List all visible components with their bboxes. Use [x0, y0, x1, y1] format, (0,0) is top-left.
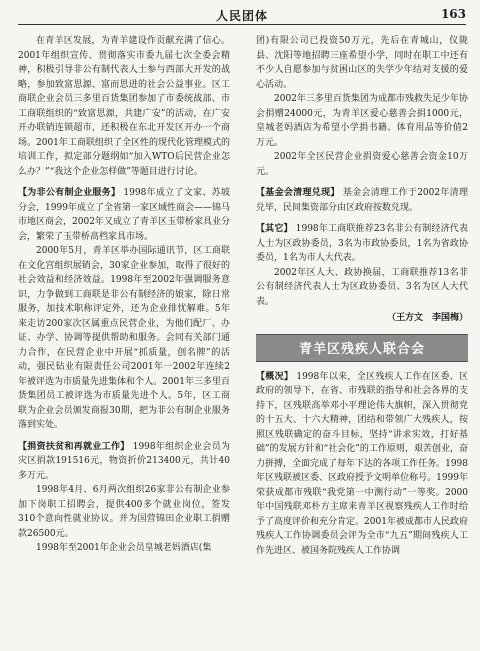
section-heading: 【为非公有制企业服务】 [18, 188, 121, 198]
section-heading: 【概况】 [256, 371, 294, 382]
paragraph-gap [256, 179, 468, 186]
paragraph: 1998年至2001年企业会员皇城老妈酒店(集 [36, 543, 212, 553]
section-title-banner [256, 334, 468, 362]
paragraph [256, 222, 468, 266]
paragraph: 在青羊区发展，为青羊建设作贡献充满了信心。2001年组织宣传、贯彻落实市委九届七次全委会精神，积极引导非公有制代表人士参与西部大开发的战略，参加致富思源、富而思进的社会公益事业。区工商联企业会员三多里百货集团参加了市委统战部、市工商联组织的“致富思源，共建广安”的活动，在广安开办联销连锁超市，还积极在东北开发区开办一个商场。2001年工商联组织了全区性的现代化管理模式的培训工作，拟定部分题纲如“加入WTO后民营企业怎么办？”“我这个企业怎样做”等题目进行讨论。 [18, 36, 230, 177]
section-heading: 【捐资扶贫和再就业工作】 [18, 441, 130, 452]
paragraph-gap [256, 215, 468, 222]
paragraph: 2002年全区民营企业捐资爱心慈善会资金10万元。 [256, 152, 468, 177]
paragraph-gap [18, 433, 230, 440]
section-heading: 【基金会清理兑现】 [256, 188, 340, 198]
header-rule [18, 24, 466, 25]
paragraph [256, 186, 468, 215]
paragraph: 2002年区人大、政协换届，工商联推荐13名非公有制经济代表人士为区政协委员、3名为区人大代表。 [256, 267, 468, 307]
paragraph [256, 370, 468, 559]
author-signature: （王方文 李国梅） [386, 313, 468, 323]
paragraph-gap [18, 179, 230, 186]
section-heading: 【其它】 [256, 224, 293, 234]
paragraph-text: 1998年成立了文家、苏坡分会，1999年成立了全省第一家区域性商会——锦马市地区商会，2002年又成立了青羊区玉带桥家具业分会，繁荣了玉带桥高档家具市场。 [18, 188, 230, 242]
right-column [256, 34, 468, 558]
paragraph: 2000年5月，青羊区举办国际通讯节，区工商联在文化宫组织展销会，30家企业参加，取得了很好的社会效益和经济效益。1998年至2002年强调服务意识，力争做到工商联是非公有制经济的娘家，除日常服务，加技术职称评定外，还为企业排忧解难。5年来走访200家次区属重点民营企业，为他们配厂、办证、办学、协调等提供帮助和服务。会同有关部门通力合作，在民营企业中开展“抓质量，创名牌”的活动，强民钻业有限责任公司2001年一2002年连续2年被评选为市质量先进集体和个人。2001年三多里百货集团员工被评选为市质量先进个人。5年，区工商联为企业会员颁发商报30期，把为非公有制企业服务落到实处。 [18, 246, 230, 430]
page-number: 163 [440, 7, 466, 21]
paragraph: 团)有限公司已投资50万元，先后在青城山，仪陇县、沈阳等地招聘三座希望小学，同时在职工中还有不少人自愿参加与贫困山区的失学少年结对支援的爱心活动。 [256, 36, 468, 90]
paragraph-text: 1998年组织企业会员为灾区捐款191516元，物资折价213400元，共计40多万元。 [18, 441, 230, 481]
page-header [18, 6, 466, 26]
section-title: 青羊区残疾人联合会 [298, 342, 425, 357]
paragraph: 1998年4月、6月两次组织26家非公有制企业参加下岗职工招聘会，提供400多个就业岗位，签发310个意向性就业协议。并为国营锦田企业职工捐赠款26500元。 [18, 485, 230, 539]
running-title: 人民团体 [215, 9, 268, 23]
paragraph: 2002年三多里百货集团为成都市残救失足少年协会捐赠24000元，为青羊区爱心慈善会捐1000元，皇城老妈酒店为希望小学捐书籍、体育用品等价值2万元。 [256, 94, 468, 148]
paragraph-text: 1998年工商联推荐23名非公有制经济代表人士为区政协委员，3名为市政协委员，1名为省政协委员，1名为市人大代表。 [256, 224, 468, 263]
paragraph [18, 440, 230, 484]
paragraph-text: 基金会清理工作于2002年清理兑毕，民间集资部分由区政府按数兑现。 [256, 188, 468, 213]
paragraph-text: 1998年以来，全区残疾人工作在区委、区政府的领导下，在省、市残联的指导和社会各界的支持下，区残联高举邓小平理论伟大旗帜，深入贯彻党的十五大、十六大精神，团结和带领广大残疾人，按照区残联确定的奋斗目标，坚持“讲求实效，打好基础”的发展方针和“社会化”的工作原则，艰苦创业，奋力拼搏，全面完成了每年下达的各项工作任务。1998年区残联被区委、区政府授予文明单位称号。1999年荣获成都市残联“我党第一中测行动”一等奖。2000年中国残联邓朴方主席来青羊区视察残疾人工作时给予了高度评价和充分肯定。2001年被成都市人民政府残疾人工作协调委员会评为全市“九五”期间残疾人工作先进区、被国务院残疾人工作协调 [256, 371, 468, 556]
left-column [18, 34, 230, 556]
paragraph [18, 186, 230, 244]
